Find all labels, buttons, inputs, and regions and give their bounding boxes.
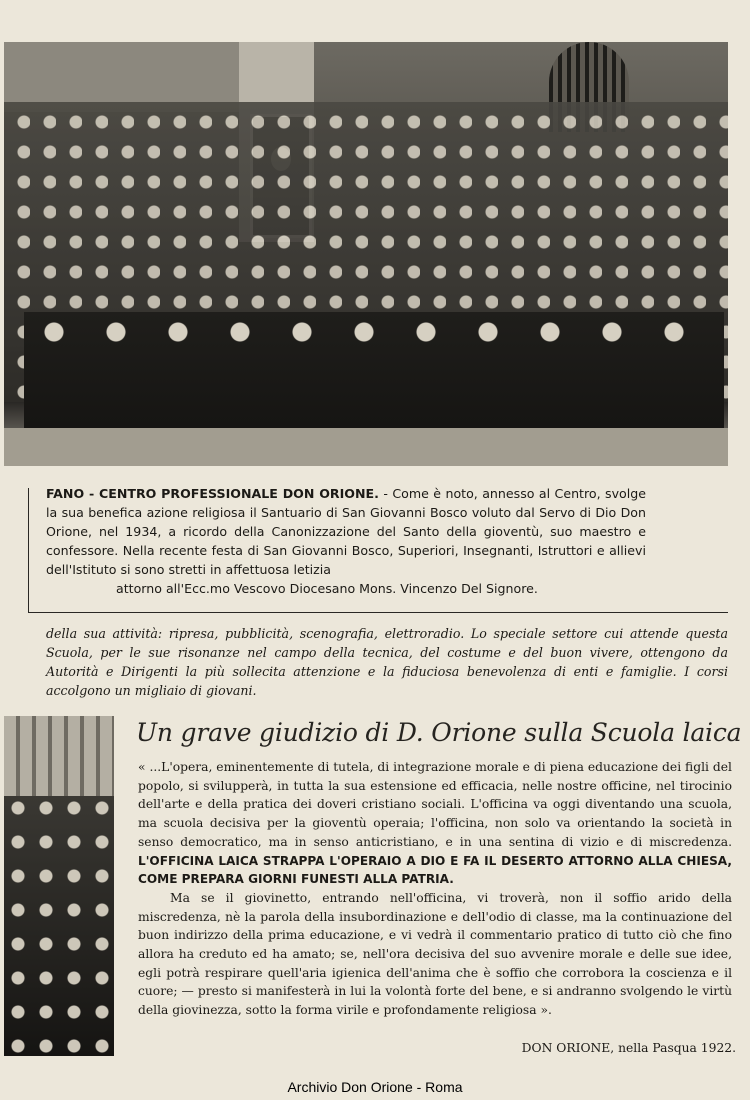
archive-footer: Archivio Don Orione - Roma bbox=[287, 1079, 463, 1095]
photo-caption bbox=[46, 484, 646, 598]
caption-lead: FANO - CENTRO PROFESSIONALE DON ORIONE. bbox=[46, 486, 379, 501]
students-photo-people bbox=[4, 796, 114, 1056]
caption-last-line: attorno all'Ecc.mo Vescovo Diocesano Mons. Vincenzo Del Signore. bbox=[116, 581, 538, 596]
paragraph-1-text: « ...L'opera, eminentemente di tutela, di integrazione morale e di piena educazione dei figli del popolo, si svilupperà, in tutta la sua estensione ed efficacia, nelle nostre officine, nel tirocinio dell'arte e della pratica dei doveri cristiano sociali. L'officina va oggi diventando una scuola, ma scuola decisiva per la gioventù operaia; l'officina, non solo va orientando la società in senso democratico, ma in senso anticristiano, e in una sentina di vizio e di miscredenza. bbox=[138, 760, 732, 849]
paragraph-1-caps: L'OFFICINA LAICA STRAPPA L'OPERAIO A DIO E FA IL DESERTO ATTORNO ALLA CHIESA, COME PREPARA GIORNI FUNESTI ALLA PATRIA. bbox=[138, 853, 732, 887]
italic-paragraph: della sua attività: ripresa, pubblicità, scenografia, elettroradio. Lo speciale settore cui attende questa Scuola, per le sue risonanze nel campo della tecnica, del costume e del buon vivere, ottengono da Autorità e Dirigenti la più sollecita attenzione e la fiduciosa benevolenza di enti e famiglie. I corsi accolgono un migliaio di giovani. bbox=[46, 626, 728, 698]
caption-border-bottom bbox=[28, 612, 728, 613]
article-signature: DON ORIONE, nella Pasqua 1922. bbox=[521, 1041, 736, 1055]
article-body bbox=[138, 758, 732, 1020]
caption-border-left bbox=[28, 488, 29, 612]
photo-ground bbox=[4, 428, 728, 466]
article-headline: Un grave giudizio di D. Orione sulla Scuola laica bbox=[136, 718, 742, 747]
students-photo bbox=[4, 716, 114, 1056]
article-paragraph-1 bbox=[138, 758, 732, 889]
group-photo bbox=[4, 42, 728, 466]
article-paragraph-2: Ma se il giovinetto, entrando nell'officina, vi troverà, non il soffio arido della miscredenza, nè la parola della insubordinazione e dell'odio di classe, ma la continuazione del buon indirizzo della prima educazione, e vi vedrà il commentario pratico di tutto ciò che fino allora ha creduto ed ha amato; se, nell'ora decisiva del suo avvenire morale e delle sue idee, egli potrà respirare quell'aria igienica dell'anima che è soffio che corrobora la coscienza e il cuore; — presto si manifesterà in lui la volontà forte del bene, e si andranno svolgendo le virtù della giovinezza, sotto la forma virile e profondamente religiosa ». bbox=[138, 890, 732, 1018]
students-photo-building bbox=[4, 716, 114, 806]
caption-text: - Come è noto, annesso al Centro, svolge la sua benefica azione religiosa il Santuario di San Giovanni Bosco voluto dal Servo di Dio Don Orione, nel 1934, a ricordo della Canonizzazione del Santo della gioventù, suo maestro e confessore. Nella recente festa di San Giovanni Bosco, Superiori, Insegnanti, Istruttori e allievi dell'Istituto si sono stretti in affettuosa letizia bbox=[46, 486, 646, 577]
